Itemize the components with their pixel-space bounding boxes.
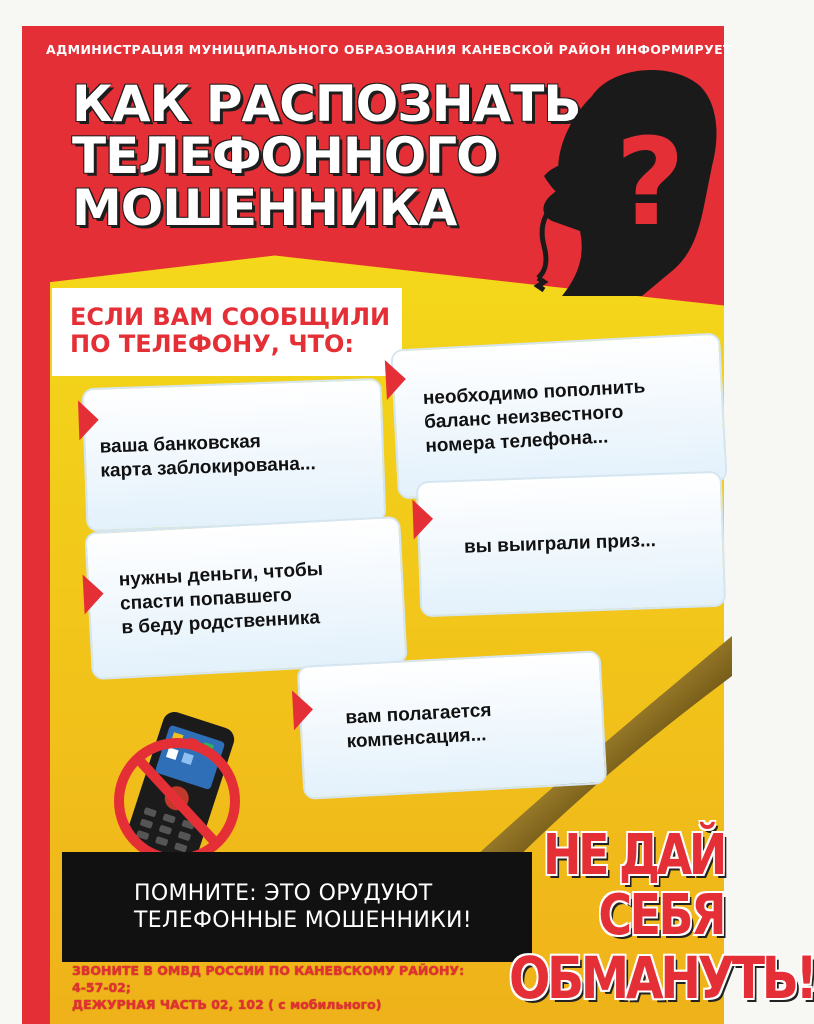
slogan xyxy=(468,823,814,1012)
slogan-line: НЕ ДАЙ xyxy=(543,823,724,888)
arrow-marker-icon xyxy=(385,359,407,400)
bubble-text: вам полагается xyxy=(344,699,492,729)
message-bubble xyxy=(82,378,387,532)
contact-line: ДЕЖУРНАЯ ЧАСТЬ 02, 102 ( с мобильного) xyxy=(72,997,382,1012)
message-bubble xyxy=(416,471,727,618)
poster xyxy=(22,26,814,1024)
bubble-text: компенсация... xyxy=(346,724,487,753)
subtitle-line: ПО ТЕЛЕФОНУ, ЧТО: xyxy=(70,330,354,358)
bubble-text: нужны деньги, чтобы xyxy=(118,558,324,591)
crossed-phone-icon xyxy=(102,706,252,876)
contact-info xyxy=(72,962,464,1013)
warning-notice xyxy=(62,852,532,962)
title-line: ТЕЛЕФОННОГО xyxy=(72,127,498,185)
message-bubble xyxy=(297,650,608,800)
arrow-marker-icon xyxy=(83,573,105,614)
title-line: МОШЕННИКА xyxy=(72,179,457,237)
silhouette-question-icon xyxy=(522,56,722,296)
subtitle-line: ЕСЛИ ВАМ СООБЩИЛИ xyxy=(70,303,391,331)
bubble-text: в беду родственника xyxy=(120,607,321,639)
arrow-marker-icon xyxy=(78,400,99,441)
notice-line: ПОМНИТЕ: ЭТО ОРУДУЮТ xyxy=(134,881,433,906)
notice-line: ТЕЛЕФОННЫЕ МОШЕННИКИ! xyxy=(134,908,472,933)
contact-line: ЗВОНИТЕ В ОМВД РОССИИ ПО КАНЕВСКОМУ РАЙОНУ: xyxy=(72,963,465,978)
message-bubble xyxy=(84,516,407,680)
svg-text:?: ? xyxy=(615,114,685,253)
slogan-line: ОБМАНУТЬ! xyxy=(508,944,814,1012)
bubble-text: карта заблокирована... xyxy=(100,453,317,482)
slogan-line: СЕБЯ xyxy=(598,883,724,948)
red-left-stripe xyxy=(22,26,50,1024)
header-top-line: АДМИНИСТРАЦИЯ МУНИЦИПАЛЬНОГО ОБРАЗОВАНИЯ КАНЕВСКОЙ РАЙОН ИНФОРМИРУЕТ xyxy=(46,42,732,57)
arrow-marker-icon xyxy=(412,499,433,540)
bubble-text: спасти попавшего xyxy=(119,584,293,615)
bubble-text: номера телефона... xyxy=(424,426,609,458)
subtitle-box xyxy=(52,288,402,376)
title-line: КАК РАСПОЗНАТЬ xyxy=(72,75,581,133)
arrow-marker-icon xyxy=(292,689,314,730)
page-title xyxy=(72,75,581,237)
contact-phone: 4-57-02; xyxy=(72,980,131,995)
bubble-text: ваша банковская xyxy=(99,431,262,458)
bubble-text: вы выиграли приз... xyxy=(463,530,657,558)
bubble-text: необходимо пополнить xyxy=(422,376,646,410)
bubble-text: баланс неизвестного xyxy=(423,401,624,434)
